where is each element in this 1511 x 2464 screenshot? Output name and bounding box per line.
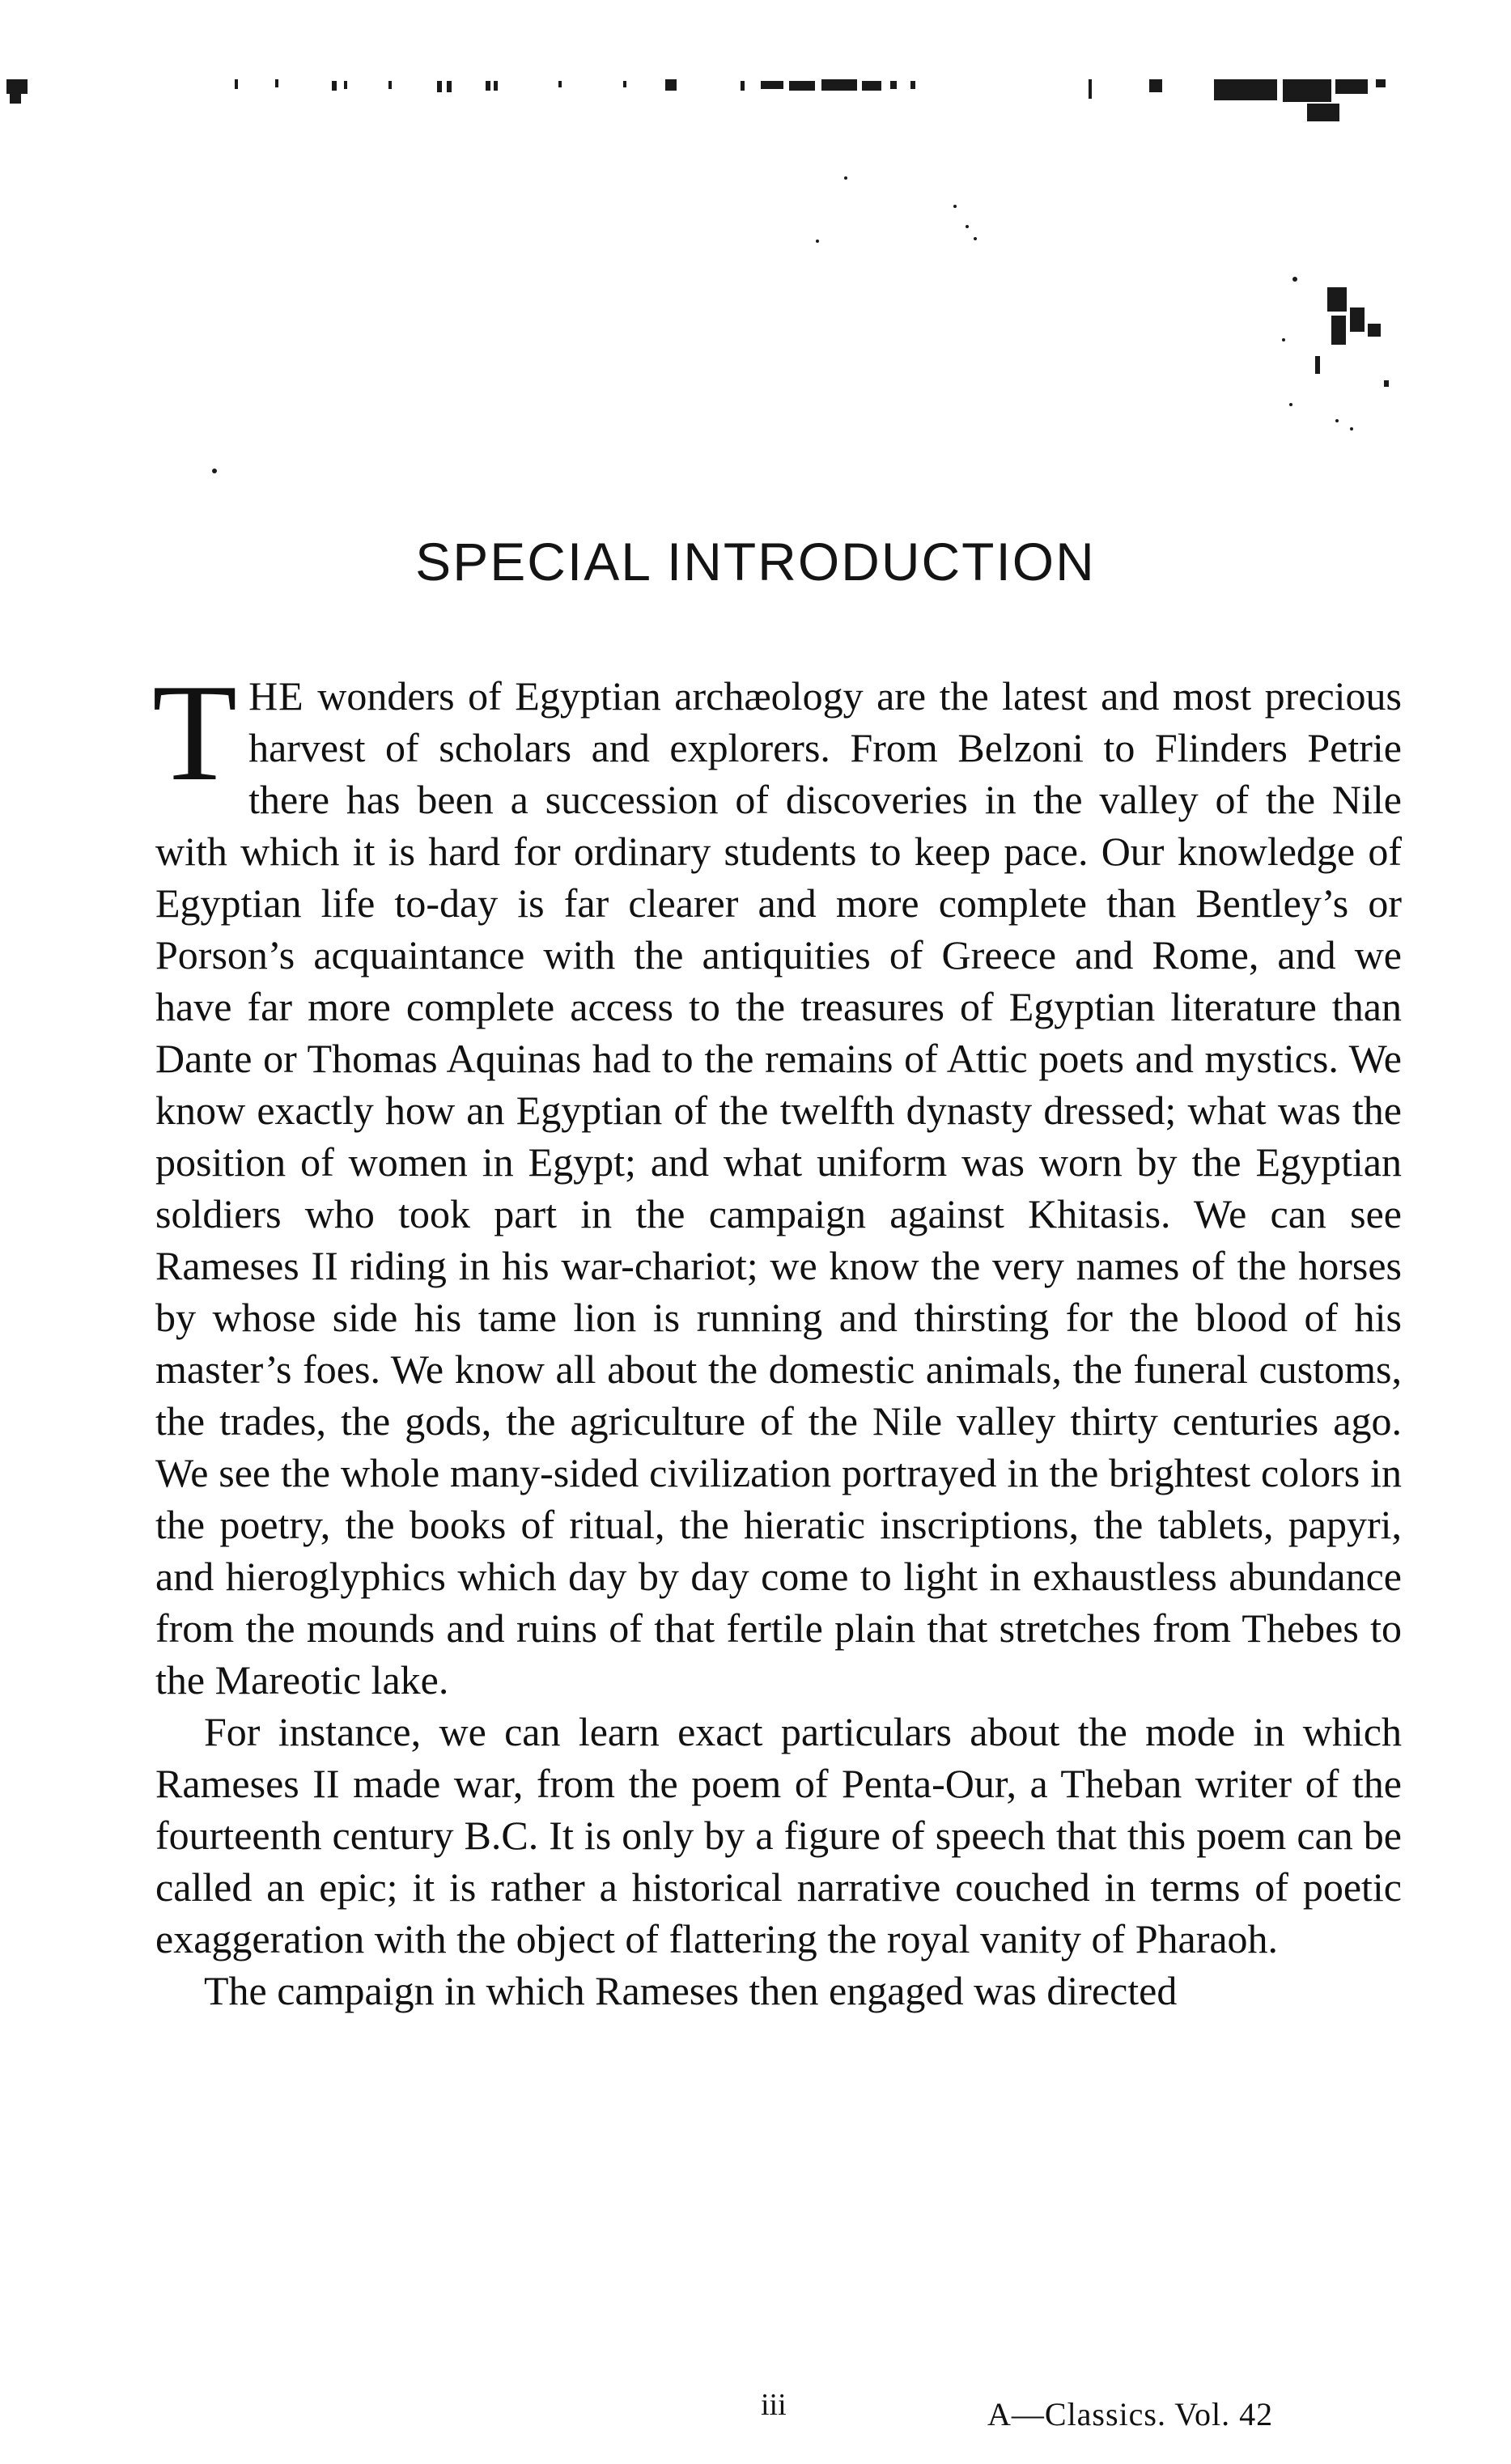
scan-speckle-marks [0, 0, 1511, 518]
paragraph-1-text: wonders of Egyptian archæology are the latest and most precious harvest of scholars and explorers. From Belzoni to Flinders Petrie there has been a succession of discoveries in the valley of the Nile with which it is hard for ordinary students to keep pace. Our knowledge of Egyptian life to-day is far clearer and more complete than Bentley’s or Porson’s acquaintance with the antiquities of Greece and Rome, and we have far more complete access to the treasures of Egyptian literature than Dante or Thomas Aquinas had to the remains of Attic poets and mystics. We know exactly how an Egyptian of the twelfth dynasty dressed; what was the position of women in Egypt; and what uniform was worn by the Egyptian soldiers who took part in the campaign against Khitasis. We can see Rameses II riding in his war-chariot; we know the very names of the horses by whose side his tame lion is running and thirsting for the blood of his master’s foes. We know all about the domestic animals, the funeral customs, the trades, the gods, the agriculture of the Nile valley thirty centuries ago. We see the whole many-sided civilization portrayed in the brightest colors in the poetry, the books of ritual, the hieratic inscriptions, the tablets, papyri, and hieroglyphics which day by day come to light in exhaustless abundance from the mounds and ruins of that fertile plain that stretches from Thebes to the Mareotic lake. [155, 673, 1402, 1703]
paragraph-1 [152, 656, 1402, 1706]
page-footer [0, 2387, 1511, 2436]
page-title: SPECIAL INTRODUCTION [415, 532, 1096, 592]
opening-word-rest: HE [248, 673, 304, 719]
paragraph-2: For instance, we can learn exact particulars about the mode in which Rameses II made war, from the poem of Penta-Our, a Theban writer of the fourteenth century B.C. It is only by a figure of speech that this poem can be called an epic; it is rather a historical narrative couched in terms of poetic exaggeration with the object of flattering the royal vanity of Pharaoh. [155, 1709, 1402, 1961]
drop-cap: T [152, 656, 238, 810]
signature-mark: A—Classics. Vol. 42 [987, 2396, 1274, 2432]
paragraph-3: The campaign in which Rameses then engaged was directed [204, 1968, 1178, 2013]
folio-number: iii [761, 2388, 787, 2422]
body-text [152, 656, 1402, 2017]
